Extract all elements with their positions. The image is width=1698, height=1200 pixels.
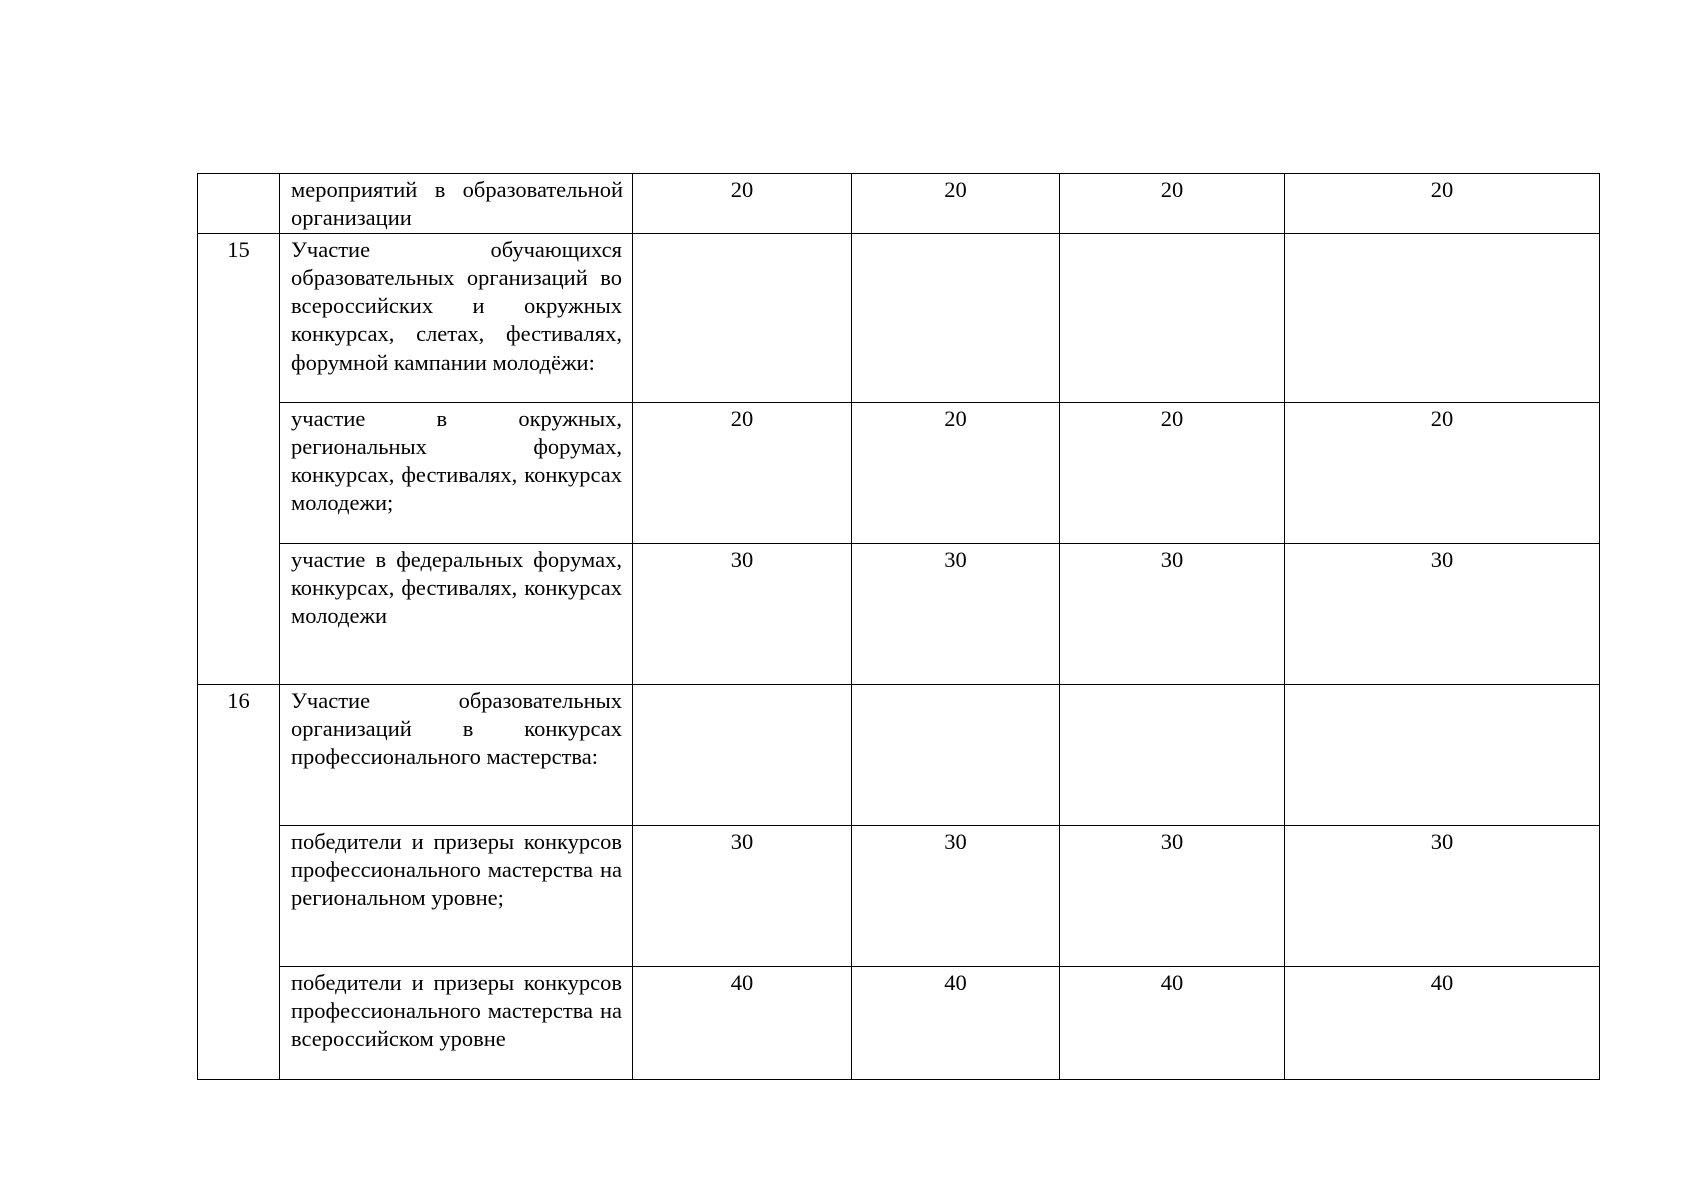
row-description: мероприятий в образовательной организации (280, 174, 633, 234)
value-cell: 20 (1060, 402, 1285, 543)
table-row (198, 825, 1600, 966)
row-description: участие в федеральных форумах, конкурсах, фестивалях, конкурсах молодежи (280, 543, 633, 684)
value-cell (1285, 233, 1600, 402)
value-cell: 30 (852, 543, 1060, 684)
value-cell: 20 (852, 402, 1060, 543)
row-description: Участие образовательных организаций в конкурсах профессионального мастерства: (280, 684, 633, 825)
value-cell: 40 (1285, 966, 1600, 1079)
row-description: победители и призеры конкурсов профессионального мастерства на всероссийском уровне (280, 966, 633, 1079)
value-cell (633, 233, 852, 402)
row-description: победители и призеры конкурсов профессионального мастерства на региональном уровне; (280, 825, 633, 966)
row-description: участие в окружных, региональных форумах, конкурсах, фестивалях, конкурсах молодежи; (280, 402, 633, 543)
value-cell: 20 (1060, 174, 1285, 234)
value-cell: 40 (633, 966, 852, 1079)
value-cell: 30 (633, 543, 852, 684)
value-cell: 20 (1285, 402, 1600, 543)
value-cell (852, 233, 1060, 402)
value-cell: 20 (633, 402, 852, 543)
value-cell (1060, 233, 1285, 402)
value-cell (633, 684, 852, 825)
table-row (198, 543, 1600, 684)
value-cell: 30 (1285, 825, 1600, 966)
value-cell: 40 (852, 966, 1060, 1079)
value-cell (1285, 684, 1600, 825)
row-description: Участие обучающихся образовательных организаций во всероссийских и окружных конкурсах, слетах, фестивалях, форумной кампании молодёжи: (280, 233, 633, 402)
value-cell (1060, 684, 1285, 825)
table-row (198, 233, 1600, 402)
value-cell: 30 (633, 825, 852, 966)
value-cell: 30 (1285, 543, 1600, 684)
table-row (198, 174, 1600, 234)
value-cell: 20 (633, 174, 852, 234)
table-row (198, 966, 1600, 1079)
value-cell: 30 (852, 825, 1060, 966)
table-row (198, 684, 1600, 825)
value-cell: 40 (1060, 966, 1285, 1079)
row-number: 16 (198, 684, 280, 1079)
row-number (198, 174, 280, 234)
value-cell (852, 684, 1060, 825)
value-cell: 20 (852, 174, 1060, 234)
value-cell: 20 (1285, 174, 1600, 234)
value-cell: 30 (1060, 825, 1285, 966)
criteria-table (197, 173, 1600, 1080)
value-cell: 30 (1060, 543, 1285, 684)
table-row (198, 402, 1600, 543)
row-number: 15 (198, 233, 280, 684)
